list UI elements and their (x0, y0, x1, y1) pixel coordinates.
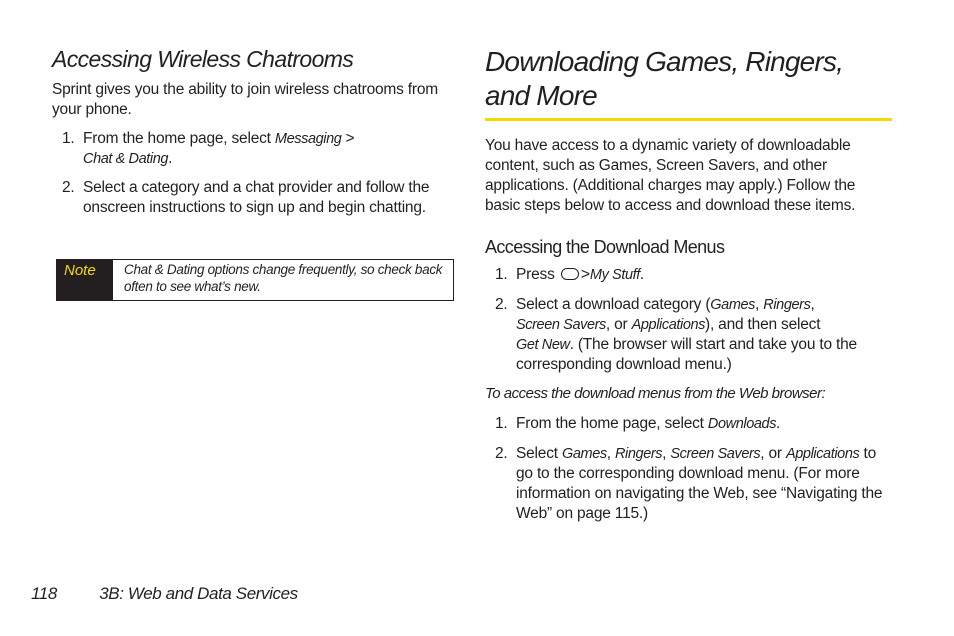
step-text: Select a category and a chat provider and follow the onscreen instructions to sign up and begin chatting. (83, 179, 430, 216)
step-number: 1. (495, 415, 508, 432)
chatrooms-intro: Sprint gives you the ability to join wireless chatrooms from your phone. (52, 81, 438, 118)
menu-path-ringers: Ringers (763, 297, 811, 313)
footer-section-title: 3B: Web and Data Services (99, 584, 298, 603)
step-text: From the home page, select (83, 130, 275, 147)
note-label: Note (57, 260, 113, 300)
menu-path-screen-savers: Screen Savers (516, 317, 606, 333)
section-heading-chatrooms: Accessing Wireless Chatrooms (52, 46, 354, 72)
note-text: Chat & Dating options change frequently, so check back often to see what’s new. (124, 262, 443, 294)
step-text: , (755, 296, 764, 313)
menu-path-messaging: Messaging (274, 131, 342, 147)
page-title (485, 45, 895, 113)
web-download-steps (485, 414, 895, 524)
list-item (485, 414, 895, 434)
right-column (485, 44, 895, 113)
step-number: 2. (495, 445, 508, 462)
step-end: . (639, 266, 644, 283)
page-title-line-1: Downloading Games, Ringers, (485, 46, 844, 77)
left-column (52, 44, 462, 218)
step-text: , or (760, 445, 786, 462)
menu-path-games: Games (562, 446, 607, 462)
step-text: , (662, 445, 671, 462)
step-text: . (The browser will start and take you to the corresponding download menu.) (516, 336, 857, 373)
title-divider (485, 118, 892, 121)
page-title-line-2: and More (485, 80, 597, 111)
menu-path-ringers: Ringers (614, 446, 663, 462)
note-box (56, 259, 454, 301)
step-number: 2. (495, 296, 508, 313)
menu-path-downloads: Downloads (707, 416, 777, 432)
list-item (485, 295, 896, 375)
step-text: , or (605, 316, 632, 333)
page-number: 118 (31, 584, 57, 603)
step-text: From the home page, select (516, 415, 708, 432)
download-intro: You have access to a dynamic variety of downloadable content, such as Games, Screen Savers, and other applications. (Additional charges may apply.) Follow the basic steps below to access and download these items. (485, 137, 856, 214)
menu-path-get-new: Get New (516, 337, 570, 353)
menu-separator: > (341, 130, 355, 147)
step-text: , (606, 445, 615, 462)
chatroom-steps (52, 129, 462, 218)
menu-path-screen-savers: Screen Savers (670, 446, 761, 462)
menu-path-applications: Applications (785, 446, 860, 462)
step-text: Select (516, 445, 562, 462)
subheading-download-menus: Accessing the Download Menus (485, 237, 725, 257)
list-item (485, 444, 896, 524)
menu-path-my-stuff: My Stuff (589, 267, 640, 283)
menu-path-applications: Applications (631, 317, 705, 333)
download-steps (485, 265, 895, 375)
step-press: Press (516, 266, 559, 283)
step-number: 1. (62, 130, 75, 147)
chevron-right-icon: > (580, 266, 590, 283)
page-footer (31, 584, 298, 604)
menu-path-chat-dating: Chat & Dating (83, 151, 169, 167)
list-item (485, 265, 895, 285)
list-item (52, 178, 463, 218)
web-browser-instruction: To access the download menus from the Web browser: (485, 385, 826, 402)
step-text: to go to the corresponding download menu. (For more information on navigating the Web, see “Navigating the Web” on page 115.) (516, 445, 883, 522)
right-column-body (485, 136, 895, 524)
step-text: Select a download category ( (516, 296, 711, 313)
menu-path-games: Games (710, 297, 756, 313)
menu-key-icon (561, 268, 579, 280)
step-number: 2. (62, 179, 75, 196)
step-number: 1. (495, 266, 508, 283)
list-item (52, 129, 462, 169)
step-text: ), and then select (705, 316, 821, 333)
step-text: , (810, 296, 815, 313)
step-end: . (776, 415, 781, 432)
step-end: . (168, 150, 173, 167)
